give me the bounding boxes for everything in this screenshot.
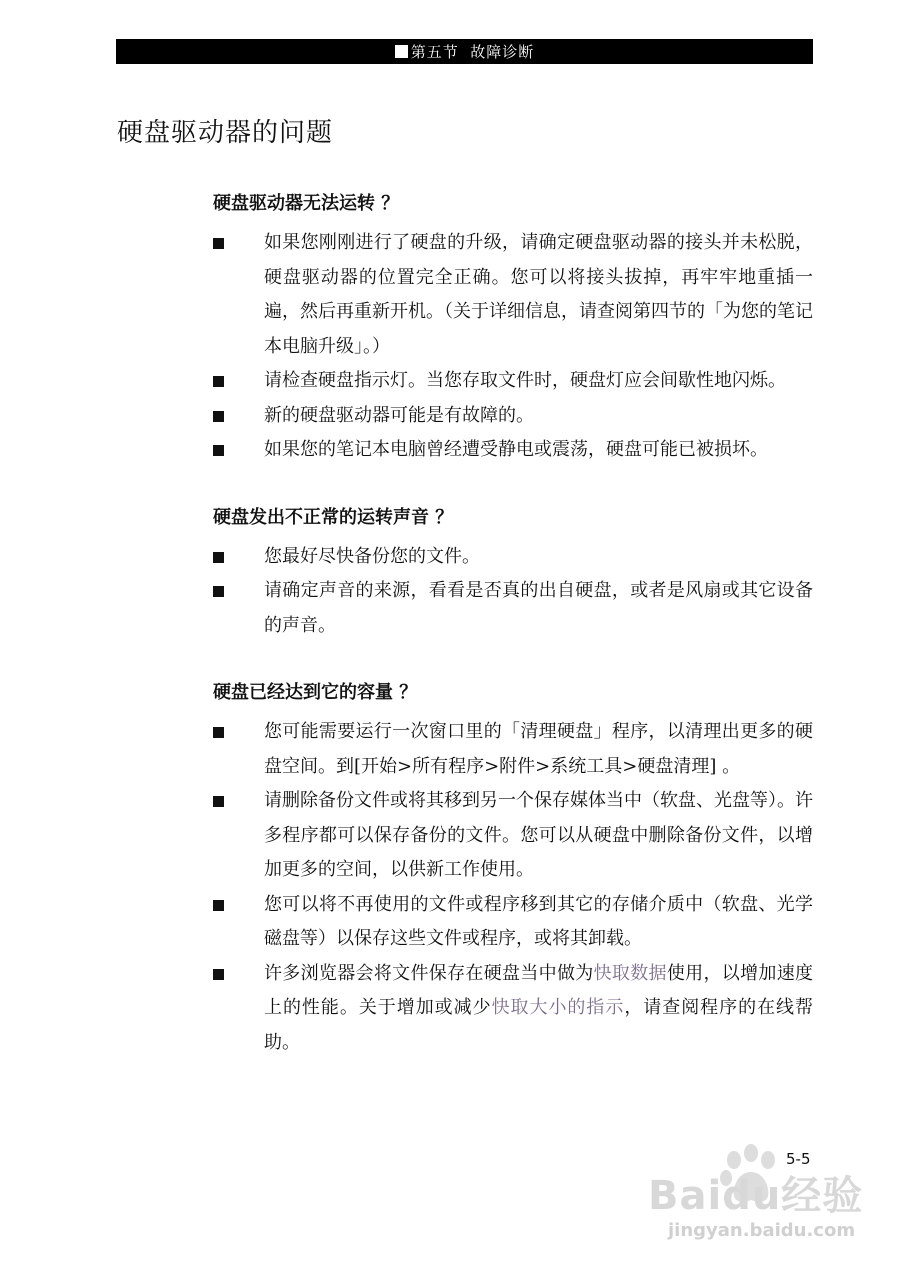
- bullet-square-icon: [213, 796, 224, 807]
- list-item-text: 请检查硬盘指示灯。当您存取文件时，硬盘灯应会间歇性地闪烁。: [264, 370, 786, 391]
- bullet-square-icon: [213, 238, 224, 249]
- page-number: 5-5: [786, 1150, 811, 1168]
- bullet-square-icon: [213, 586, 224, 597]
- section-abnormal-noise: [213, 500, 813, 644]
- header-text: 第五节 故障诊断: [410, 43, 535, 61]
- bullet-square-icon: [213, 727, 224, 738]
- list-item-text-part: 许多浏览器会将文件保存在硬盘当中做为: [264, 962, 594, 984]
- list-item-text: 请删除备份文件或将其移到另一个保存媒体当中（软盘、光盘等）。许多程序都可以保存备份的文件。您可以从硬盘中删除备份文件，以增加更多的空间，以供新工作使用。: [264, 790, 813, 880]
- section-not-running: [213, 186, 813, 468]
- list-item: [213, 574, 813, 643]
- section-heading: 硬盘驱动器无法运转 ？: [213, 193, 400, 214]
- list-item: [213, 226, 813, 364]
- list-item: [213, 715, 813, 784]
- header-square-icon: [395, 45, 408, 58]
- bullet-list: [213, 715, 813, 1060]
- list-item-text: 如果您的笔记本电脑曾经遭受静电或震荡，硬盘可能已被损坏。: [264, 439, 768, 460]
- highlight-cache-data: 快取数据: [593, 962, 667, 984]
- list-item: [213, 433, 813, 468]
- watermark: [640, 1160, 870, 1260]
- section-heading: 硬盘发出不正常的运转声音 ？: [213, 506, 454, 528]
- watermark-url: jingyan.baidu.com: [668, 1220, 856, 1241]
- section-heading: 硬盘已经达到它的容量 ？: [213, 682, 418, 703]
- list-item: [213, 364, 813, 399]
- content: [213, 186, 813, 1092]
- list-item-text: 您可能需要运行一次窗口里的「清理硬盘」程序，以清理出更多的硬盘空间。到[开始>所有程序>附件>系统工具>硬盘清理] 。: [264, 721, 813, 777]
- watermark-logo: Baidu经验: [648, 1173, 864, 1219]
- list-item: [213, 784, 813, 888]
- list-item-text: 请确定声音的来源，看看是否真的出自硬盘，或者是风扇或其它设备的声音。: [264, 580, 813, 636]
- list-item-text-part: ，请查阅程序的在线帮助。: [264, 997, 814, 1053]
- list-item: [213, 888, 813, 957]
- bullet-square-icon: [213, 900, 224, 911]
- page-title: 硬盘驱动器的问题: [117, 118, 334, 148]
- section-capacity-full: [213, 675, 813, 1060]
- list-item-text: 您可以将不再使用的文件或程序移到其它的存储介质中（软盘、光学磁盘等）以保存这些文件或程序，或将其卸载。: [264, 893, 813, 949]
- list-item: [213, 399, 813, 434]
- bullet-square-icon: [213, 376, 224, 387]
- list-item: [213, 540, 813, 575]
- bullet-list: [213, 226, 813, 468]
- bullet-square-icon: [213, 552, 224, 563]
- list-item-text: 您最好尽快备份您的文件。: [264, 545, 480, 567]
- header-bar: [116, 39, 813, 64]
- bullet-list: [213, 540, 813, 644]
- bullet-square-icon: [213, 969, 224, 980]
- bullet-square-icon: [213, 445, 224, 456]
- list-item-text: 新的硬盘驱动器可能是有故障的。: [264, 404, 534, 426]
- bullet-square-icon: [213, 411, 224, 422]
- list-item-text: 如果您刚刚进行了硬盘的升级，请确定硬盘驱动器的接头并未松脱，硬盘驱动器的位置完全正确。您可以将接头拔掉，再牢牢地重插一遍，然后再重新开机。（关于详细信息，请查阅第四节的「为您的笔记本电脑升级」。）: [264, 232, 813, 357]
- highlight-cache-size: 快取大小的指示: [491, 997, 625, 1018]
- list-item: [213, 957, 813, 1061]
- list-item-text-part: 使用，以增加速度上的性能。关于增加或减少: [264, 962, 814, 1018]
